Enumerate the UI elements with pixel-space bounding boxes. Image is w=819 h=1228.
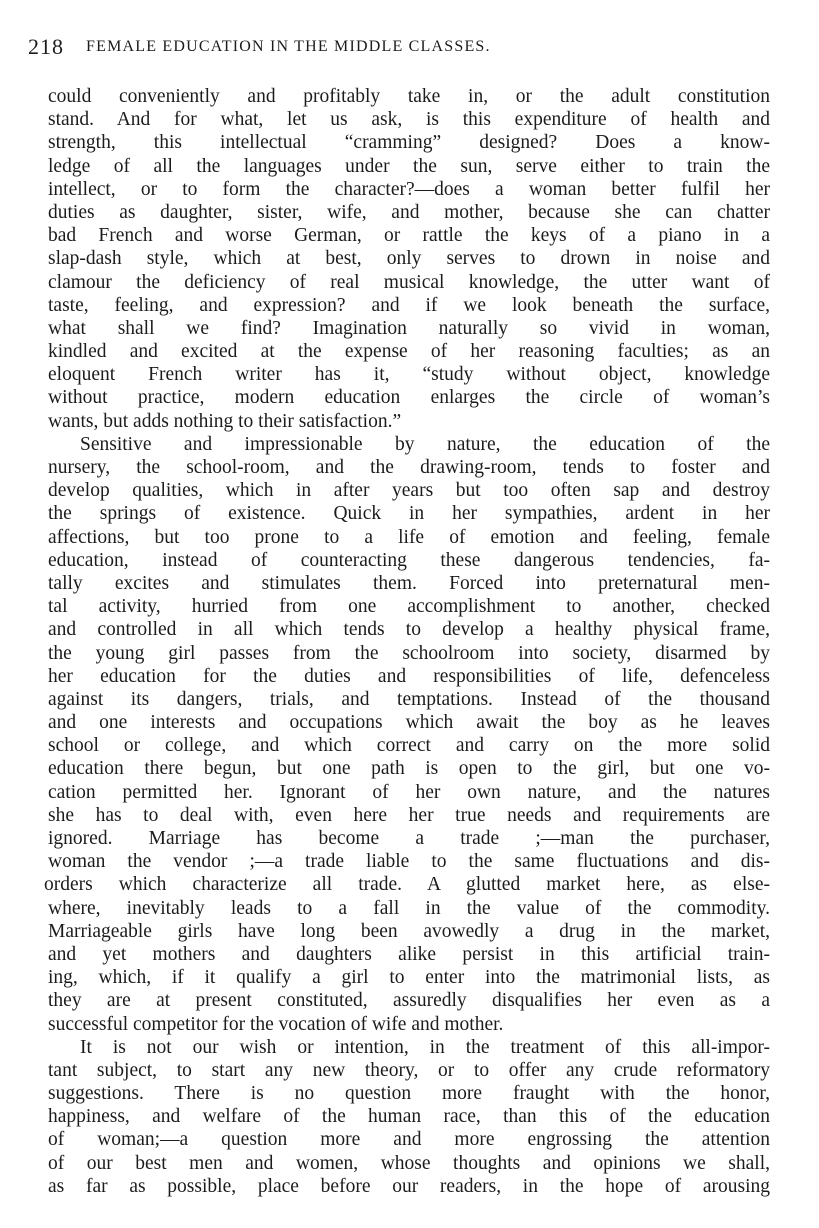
text-line: tally excites and stimulates them. Forced into preternatural men- <box>48 572 770 594</box>
text-line: without practice, modern education enlarges the circle of woman’s <box>48 387 770 409</box>
text-line: tal activity, hurried from one accomplishment to another, checked <box>48 596 770 618</box>
text-line: as far as possible, place before our readers, in the hope of arousing <box>48 1175 770 1197</box>
text-line: wants, but adds nothing to their satisfaction.” <box>48 410 402 432</box>
text-line: successful competitor for the vocation of wife and mother. <box>48 1013 504 1035</box>
text-line: bad French and worse German, or rattle the keys of a piano in a <box>48 225 770 247</box>
text-line: the young girl passes from the schoolroom into society, disarmed by <box>48 642 770 664</box>
text-line: and one interests and occupations which await the boy as he leaves <box>48 712 770 734</box>
body-text <box>44 85 770 1198</box>
text-line: suggestions. There is no question more fraught with the honor, <box>48 1083 770 1105</box>
text-line: against its dangers, trials, and temptations. Instead of the thousand <box>48 688 770 710</box>
text-line: happiness, and welfare of the human race, than this of the education <box>48 1106 770 1128</box>
text-line: could conveniently and profitably take in, or the adult constitution <box>48 86 770 107</box>
paragraph-start-line: Sensitive and impressionable by nature, the education of the <box>80 433 770 455</box>
text-line: ignored. Marriage has become a trade ;—man the purchaser, <box>48 828 770 849</box>
text-line: cation permitted her. Ignorant of her own nature, and the natures <box>48 781 770 803</box>
page-header <box>28 34 718 64</box>
text-line: affections, but too prone to a life of emotion and feeling, female <box>48 526 770 548</box>
text-line: and yet mothers and daughters alike persist in this artificial train- <box>48 943 770 965</box>
page-number: 218 <box>28 34 64 59</box>
text-line: duties as daughter, sister, wife, and mother, because she can chatter <box>48 201 770 223</box>
text-line: education there begun, but one path is open to the girl, but one vo- <box>48 758 770 780</box>
text-line: and controlled in all which tends to develop a healthy physical frame, <box>48 619 770 641</box>
text-line: taste, feeling, and expression? and if we look beneath the surface, <box>48 294 770 316</box>
text-line: they are at present constituted, assuredly disqualifies her even as a <box>48 990 770 1012</box>
text-line: ing, which, if it qualify a girl to enter into the matrimonial lists, as <box>48 967 770 989</box>
text-line: orders which characterize all trade. A glutted market here, as else- <box>44 874 770 896</box>
text-line: clamour the deficiency of real musical knowledge, the utter want of <box>48 271 770 293</box>
text-line: the springs of existence. Quick in her sympathies, ardent in her <box>48 503 770 525</box>
text-line: intellect, or to form the character?—does a woman better fulfil her <box>48 178 770 200</box>
text-line: of our best men and women, whose thoughts and opinions we shall, <box>48 1152 770 1174</box>
text-line: school or college, and which correct and carry on the more solid <box>48 735 770 757</box>
text-line: ledge of all the languages under the sun, serve either to train the <box>48 155 770 177</box>
text-line: slap-dash style, which at best, only serves to drown in noise and <box>48 248 770 270</box>
text-line: her education for the duties and responsibilities of life, defenceless <box>48 665 770 687</box>
text-line: nursery, the school-room, and the drawing-room, tends to foster and <box>48 457 770 478</box>
paragraph-start-line: It is not our wish or intention, in the treatment of this all-impor- <box>80 1036 770 1058</box>
text-line: stand. And for what, let us ask, is this expenditure of health and <box>48 109 770 131</box>
text-line: of woman;—a question more and more engrossing the attention <box>48 1129 770 1151</box>
text-line: Marriageable girls have long been avowedly a drug in the market, <box>48 920 770 942</box>
text-line: education, instead of counteracting these dangerous tendencies, fa- <box>48 549 770 571</box>
running-title: FEMALE EDUCATION IN THE MIDDLE CLASSES. <box>86 38 491 55</box>
text-line: tant subject, to start any new theory, or to offer any crude reformatory <box>48 1059 770 1081</box>
text-line: where, inevitably leads to a fall in the value of the commodity. <box>48 897 770 919</box>
text-line: what shall we find? Imagination naturally so vivid in woman, <box>48 317 770 339</box>
text-line: develop qualities, which in after years but too often sap and destroy <box>48 480 770 502</box>
text-line: kindled and excited at the expense of her reasoning faculties; as an <box>48 341 770 363</box>
text-line: strength, this intellectual “cramming” designed? Does a know- <box>48 132 770 154</box>
text-line: woman the vendor ;—a trade liable to the same fluctuations and dis- <box>48 851 770 873</box>
text-line: eloquent French writer has it, “study without object, knowledge <box>48 364 770 386</box>
text-line: she has to deal with, even here her true needs and requirements are <box>48 804 770 826</box>
